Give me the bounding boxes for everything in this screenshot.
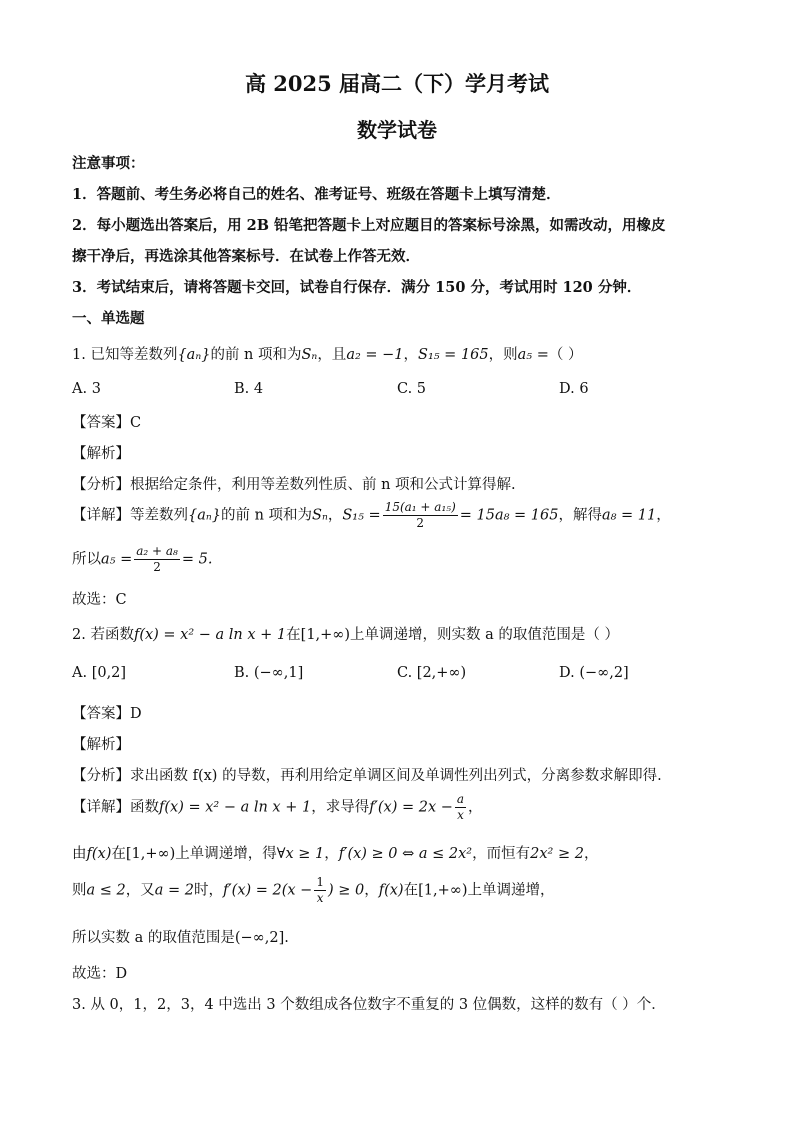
notes-heading: 注意事项：: [72, 155, 145, 172]
exam-subtitle: 数学试卷: [357, 118, 437, 142]
q1-stem: 1. 已知等差数列{aₙ}的前 n 项和为Sₙ，且a₂ = −1，S₁₅ = 165，则a₅ =（ ）: [72, 347, 583, 363]
q1-option-c: C. 5: [397, 381, 427, 397]
exam-title: 高 2025 届高二（下）学月考试: [244, 71, 550, 96]
note-item: 2．每小题选出答案后，用 2B 铅笔把答题卡上对应题目的答案标号涂黑，如需改动，用橡皮: [72, 217, 666, 234]
q1-fenxi: 【分析】根据给定条件，利用等差数列性质、前 n 项和公式计算得解.: [72, 477, 516, 493]
q2-option-a: A. [0,2]: [72, 665, 127, 681]
q1-option-d: D. 6: [559, 381, 589, 397]
q2-line2: 则a ≤ 2，又a = 2时，f′(x) = 2(x − $\frac{1}{x}$ ) ≥ 0，f(x)在[1,+∞)上单调递增，: [72, 875, 555, 905]
q2-fenxi: 【分析】求出函数 f(x) 的导数，再利用给定单调区间及单调性列出列式，分离参数求解即得.: [72, 768, 662, 784]
q2-option-b: B. (−∞,1]: [234, 665, 304, 681]
note-item: 擦干净后，再选涂其他答案标号．在试卷上作答无效．: [72, 248, 420, 265]
q1-analysis-label: 【解析】: [72, 446, 130, 462]
q2-detail: 【详解】函数f(x) = x² − a ln x + 1，求导得f′(x) = 2x − $\frac{a}{x}$ ，: [72, 792, 483, 822]
section-label: 一、单选题: [72, 310, 145, 327]
q1-answer: 【答案】C: [72, 415, 142, 431]
q2-stem: 2. 若函数f(x) = x² − a ln x + 1在[1,+∞)上单调递增，则实数 a 的取值范围是（ ）: [72, 627, 620, 643]
q2-answer: 【答案】D: [72, 706, 142, 722]
q1-detail: 【详解】等差数列{aₙ}的前 n 项和为Sₙ，S₁₅ = $\frac{\text{15(a₁ + a₁₅)}}{2}$ = 15a₈ = 165，解得a₈ = 11，: [72, 500, 671, 530]
q2-analysis-label: 【解析】: [72, 737, 130, 753]
q3-stem: 3. 从 0，1，2，3，4 中选出 3 个数组成各位数字不重复的 3 位偶数，这样的数有（ ）个．: [72, 997, 666, 1013]
q1-so-line: 所以a₅ = $\frac{\text{a₂ + a₈}}{2}$ = 5.: [72, 544, 213, 574]
q1-option-a: A. 3: [72, 381, 101, 397]
q2-line1: 由f(x)在[1,+∞)上单调递增，得∀x ≥ 1，f′(x) ≥ 0 ⇔ a ≤ 2x²，而恒有2x² ≥ 2，: [72, 846, 599, 862]
note-item: 3．考试结束后，请将答题卡交回，试卷自行保存．满分 150 分，考试用时 120 分钟．: [72, 279, 642, 296]
q1-choice: 故选：C: [72, 592, 127, 608]
q1-option-b: B. 4: [234, 381, 264, 397]
q2-choice: 故选：D: [72, 966, 128, 982]
note-item: 1．答题前、考生务必将自己的姓名、准考证号、班级在答题卡上填写清楚．: [72, 186, 561, 203]
q2-option-c: C. [2,+∞): [397, 665, 467, 681]
q2-line3: 所以实数 a 的取值范围是(−∞,2].: [72, 930, 289, 946]
q2-option-d: D. (−∞,2]: [559, 665, 629, 681]
